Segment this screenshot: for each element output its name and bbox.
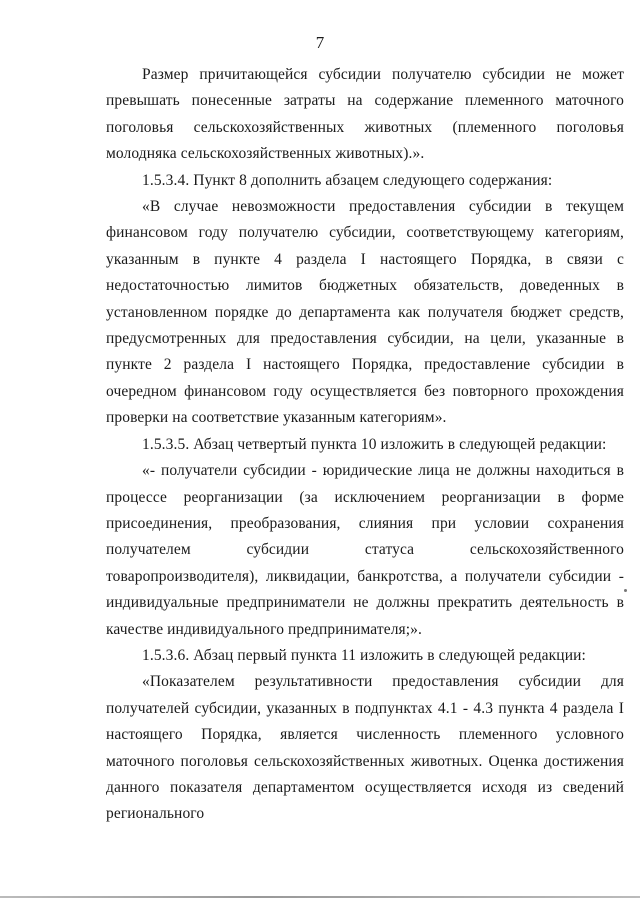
paragraph-1-5-3-4-text: «В случае невозможности предоставления субсидии в текущем финансовом году получателю субсидии, соответствующему категориям, указанным в пункте 4 раздела I настоящего Порядка, в связи с недостаточностью лимитов бюджетных обязательств, доведенных в установленном порядке до департамента как получателя бюджет средств, предусмотренных для предоставления субсидии, на цели, указанные в пункте 2 раздела I настоящего Порядка, предоставление субсидии в очередном финансовом году осуществляется без повторного прохождения проверки на соответствие указанным категориям». [106,198,624,427]
page-bottom-edge [0,896,640,898]
document-body [106,62,624,828]
scan-speck [624,589,627,592]
paragraph-subsidy-limit: Размер причитающейся субсидии получателю субсидии не может превышать понесенные затраты на содержание племенного маточного поголовья сельскохозяйственных животных (племенного поголовья молодняка сельскохозяйственных животных).». [106,66,624,163]
paragraph-1-5-3-4-heading: 1.5.3.4. Пункт 8 дополнить абзацем следующего содержания: [142,171,553,189]
paragraph-1-5-3-6-text: «Показателем результативности предоставления субсидии для получателей субсидии, указанных в подпунктах 4.1 - 4.3 пункта 4 раздела I настоящего Порядка, является численность племенного условного маточного поголовья сельскохозяйственных животных. Оценка достижения данного показателя департаментом осуществляется исходя из сведений регионального [106,673,624,823]
paragraph-1-5-3-5-heading: 1.5.3.5. Абзац четвертый пункта 10 изложить в следующей редакции: [142,435,607,453]
paragraph-1-5-3-5-text: «- получатели субсидии - юридические лица не должны находиться в процессе реорганизации (за исключением реорганизации в форме присоединения, преобразования, слияния при условии сохранения получателем субсидии статуса сельскохозяйственного товаропроизводителя), ликвидации, банкротства, а получатели субсидии - индивидуальные предприниматели не должны прекратить деятельность в качестве индивидуального предпринимателя;». [106,462,624,638]
paragraph-1-5-3-6-heading: 1.5.3.6. Абзац первый пункта 11 изложить в следующей редакции: [142,646,586,664]
page-number: 7 [315,33,325,52]
